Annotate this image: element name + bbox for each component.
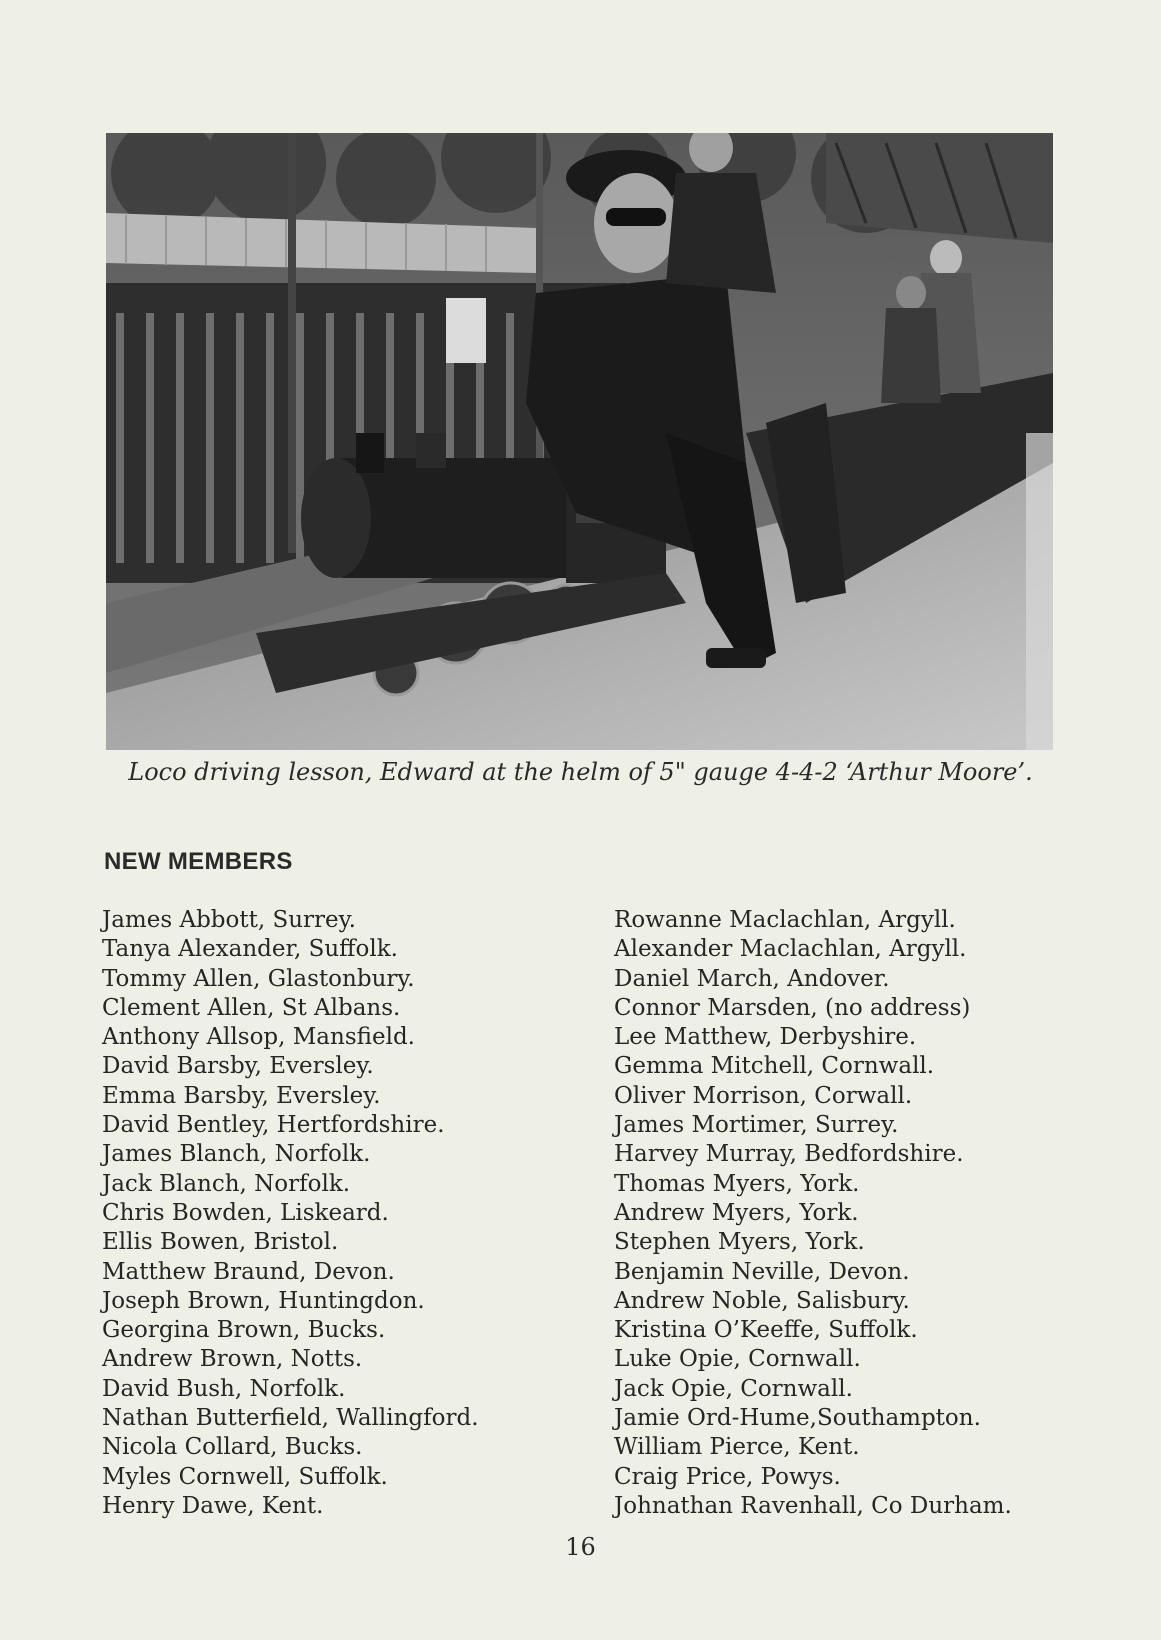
member-entry: Matthew Braund, Devon.: [102, 1258, 395, 1285]
members-list-left: [102, 906, 479, 1521]
member-entry: Gemma Mitchell, Cornwall.: [614, 1053, 935, 1080]
member-entry: Kristina O’Keeffe, Suffolk.: [614, 1317, 918, 1344]
member-entry: Joseph Brown, Huntingdon.: [102, 1287, 425, 1314]
member-entry: James Blanch, Norfolk.: [102, 1141, 371, 1168]
member-entry: Andrew Noble, Salisbury.: [614, 1287, 910, 1314]
member-entry: Jack Opie, Cornwall.: [614, 1375, 853, 1402]
page-number: 16: [565, 1533, 596, 1561]
member-entry: Jack Blanch, Norfolk.: [102, 1170, 351, 1197]
section-heading: NEW MEMBERS: [104, 848, 293, 875]
member-entry: James Abbott, Surrey.: [102, 907, 356, 933]
member-entry: James Mortimer, Surrey.: [614, 1112, 899, 1139]
member-entry: Chris Bowden, Liskeard.: [102, 1199, 389, 1226]
member-entry: Nathan Butterfield, Wallingford.: [102, 1405, 479, 1432]
member-entry: Anthony Allsop, Mansfield.: [102, 1024, 415, 1051]
member-entry: Jamie Ord-Hume,Southampton.: [614, 1405, 981, 1432]
member-entry: Benjamin Neville, Devon.: [614, 1258, 910, 1285]
member-entry: Craig Price, Powys.: [614, 1463, 841, 1490]
member-entry: Rowanne Maclachlan, Argyll.: [614, 907, 956, 933]
member-entry: Nicola Collard, Bucks.: [102, 1434, 363, 1461]
photo-illustration: [106, 133, 1053, 750]
locomotive-photo: [106, 133, 1053, 750]
member-entry: David Bentley, Hertfordshire.: [102, 1112, 445, 1139]
member-entry: Clement Allen, St Albans.: [102, 994, 401, 1021]
member-entry: Ellis Bowen, Bristol.: [102, 1229, 339, 1256]
member-entry: David Bush, Norfolk.: [102, 1375, 346, 1402]
member-entry: Myles Cornwell, Suffolk.: [102, 1463, 388, 1490]
photo-caption: Loco driving lesson, Edward at the helm of 5" gauge 4-4-2 ‘Arthur Moore’.: [128, 758, 1033, 786]
member-entry: Harvey Murray, Bedfordshire.: [614, 1141, 964, 1168]
member-entry: Tanya Alexander, Suffolk.: [102, 936, 398, 963]
member-entry: Johnathan Ravenhall, Co Durham.: [614, 1492, 1012, 1519]
member-entry: Andrew Brown, Notts.: [102, 1346, 363, 1373]
member-entry: Andrew Myers, York.: [614, 1199, 859, 1226]
member-entry: Georgina Brown, Bucks.: [102, 1317, 386, 1344]
member-entry: Luke Opie, Cornwall.: [614, 1346, 861, 1373]
members-list-right: [614, 906, 1012, 1521]
member-entry: Tommy Allen, Glastonbury.: [102, 965, 415, 992]
member-entry: Daniel March, Andover.: [614, 965, 890, 992]
member-entry: Oliver Morrison, Corwall.: [614, 1082, 913, 1109]
member-entry: Emma Barsby, Eversley.: [102, 1082, 381, 1109]
member-entry: Thomas Myers, York.: [614, 1170, 860, 1197]
member-entry: Connor Marsden, (no address): [614, 994, 971, 1021]
member-entry: Alexander Maclachlan, Argyll.: [614, 936, 967, 963]
member-entry: Henry Dawe, Kent.: [102, 1492, 324, 1519]
member-entry: David Barsby, Eversley.: [102, 1053, 374, 1080]
member-entry: Lee Matthew, Derbyshire.: [614, 1024, 917, 1051]
member-entry: Stephen Myers, York.: [614, 1229, 865, 1256]
member-entry: William Pierce, Kent.: [614, 1434, 860, 1461]
